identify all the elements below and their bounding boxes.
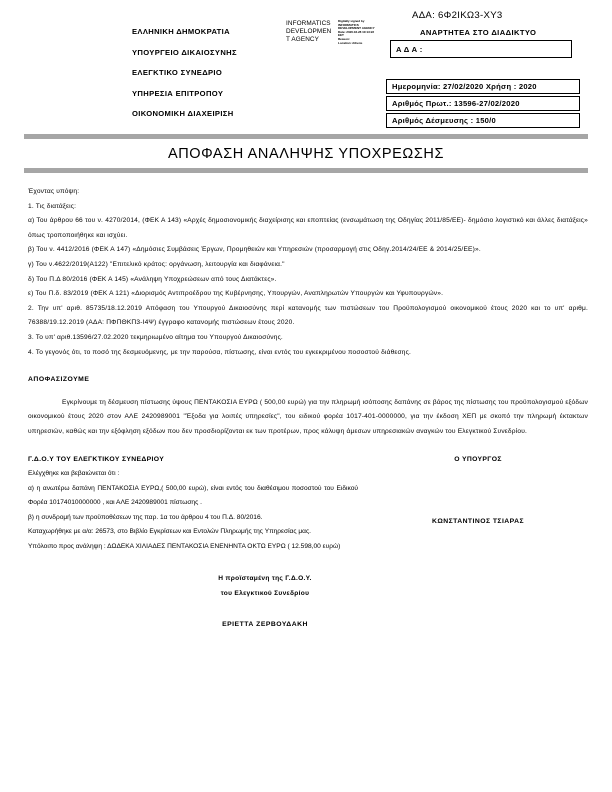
date-field-box: Ημερομηνία: 27/02/2020 Χρήση : 2020 — [386, 79, 580, 94]
item-1: 1. Τις διατάξεις: — [28, 202, 77, 210]
minister-title: Ο ΥΠΟΥΡΓΟΣ — [454, 455, 502, 463]
ada-code: ΑΔΑ: 6Φ2ΙΚΩ3-ΧΥ3 — [412, 10, 503, 21]
organization-line: ΕΛΛΗΝΙΚΗ ΔΗΜΟΚΡΑΤΙΑ — [132, 27, 230, 36]
ida-signature-details — [338, 20, 392, 45]
item-2: 2. Την υπ' αριθ. 85735/18.12.2019 Απόφαση του Υπουργού Δικαιοσύνης περί κατανομής των πιστώσεων του Προϋπολογισμού οικονομικού έτους 2020 και το υπ' αριθμ. 76388/19.12.2019 (ΑΔΑ: ΠΦΠΘΚΠ3-Ι4Ψ) έγγραφο κατανομής πιστώσεων έτους 2020. — [28, 304, 588, 327]
clause-a: α) Του άρθρου 66 του ν. 4270/2014, (ΦΕΚ Α 143) «Αρχές δημοσιονομικής διαχείρισης και εποπτείας (ενσωμάτωση της Οδηγίας 2011/85/ΕΕ)- δημόσιο λογιστικό και άλλες διατάξεις» όπως τροποποιήθηκε και ισχύει. — [28, 217, 588, 239]
document-header — [0, 0, 612, 130]
ida-signature-line: DEVELOPMENT AGENCY — [338, 27, 375, 31]
organization-line: ΥΠΟΥΡΓΕΙΟ ΔΙΚΑΙΟΣΥΝΗΣ — [132, 47, 237, 57]
ida-agency-title — [286, 20, 338, 45]
ida-signature-line: Date: 2020.02.28 10:13:22 — [338, 30, 375, 34]
decision-paragraph: Εγκρίνουμε τη δέσμευση πίστωσης ύψους ΠΕΝΤΑΚΟΣΙΑ ΕΥΡΩ ( 500,00 ευρώ) για την πληρωμή ισόποσης δαπάνης σε βάρος της πίστωσης του προϋπολογισμού εξόδων οικονομικού έτους 2020 στον ΑΛΕ 2420989001 "Έξοδα για λοιπές υπηρεσίες", του ειδικού φορέα 1017-401-0000000, για την έκδοση ΧΕΠ με σκοπό την πληρωμή έκτακτων υπηρεσιών, καθώς και την εξόφληση εξόδων που δεν προσδιορίζονται εκ των προτέρων, προς κάλυψη άμεσων υπηρεσιακών αναγκών του Ελεγκτικού Συνεδρίου. — [28, 398, 588, 435]
organization-line: ΟΙΚΟΝΟΜΙΚΗ ΔΙΑΧΕΙΡΙΣΗ — [132, 109, 234, 118]
clause-b: β) Του ν. 4412/2016 (ΦΕΚ Α 147) «Δημόσιες Συμβάσεις Έργων, Προμηθειών και Υπηρεσιών (προσαρμογή στις Οδηγ.2014/24/ΕΕ & 2014/25/ΕΕ)». — [28, 246, 481, 254]
minister-column — [358, 453, 588, 555]
gdoy-column — [28, 453, 358, 555]
minister-name: ΚΩΝΣΤΑΝΤΙΝΟΣ ΤΣΙΑΡΑΣ — [431, 518, 525, 526]
registration-line: Καταχωρήθηκε με α/α: 26573, στο Βιβλίο Εγκρίσεων και Εντολών Πληρωμής της Υπηρεσίας μας. — [28, 528, 311, 536]
organization-block — [132, 22, 292, 125]
ida-title-line: DEVELOPMEN — [286, 28, 332, 36]
checked-line: Ελέγχθηκε και βεβαιώνεται ότι : — [28, 470, 120, 478]
item-4: 4. Το γεγονός ότι, το ποσό της δεσμευόμενης, με την παρούσα, πίστωσης, είναι εντός του εγκεκριμένου ποσοστού διάθεσης. — [28, 348, 411, 356]
ada-field-box: Α Δ Α : — [390, 40, 572, 58]
gdoy-heading: Γ.Δ.Ο.Υ ΤΟΥ ΕΛΕΓΚΤΙΚΟΥ ΣΥΝΕΔΡΙΟΥ — [28, 455, 165, 463]
signature-block — [150, 571, 380, 632]
signer-role-line-1: Η προϊσταμένη της Γ.Δ.Ο.Υ. — [218, 574, 312, 582]
footer-columns — [0, 453, 612, 555]
check-item-a: α) η ανωτέρω δαπάνη ΠΕΝΤΑΚΟΣΙΑ ΕΥΡΩ,( 500,00 ευρώ), είναι εντός του διαθέσιμου ποσοστού του Ειδικού Φορέα 10174010000000 , και ΑΛΕ 2420989001 πίστωσης . — [28, 484, 358, 507]
ida-signature-line: EET — [338, 34, 344, 38]
anartitea-label: ΑΝΑΡΤΗΤΕΑ ΣΤΟ ΔΙΑΔΙΚΤΥΟ — [420, 28, 537, 37]
signer-name: ΕΡΙΕΤΤΑ ΖΕΡΒΟΥΔΑΚΗ — [222, 620, 308, 628]
clause-c: γ) Του ν.4622/2019(Α122) "Επιτελικό κράτος: οργάνωση, λειτουργία και διαφάνεια." — [28, 260, 285, 268]
ida-signature-line: Digitally signed by — [338, 20, 365, 23]
signer-role-line-2: του Ελεγκτικού Συνεδρίου — [220, 589, 310, 597]
intro-line: Έχοντας υπόψη: — [28, 188, 80, 195]
digital-signature-stamp — [286, 20, 394, 45]
ida-title-line: T AGENCY — [286, 36, 319, 44]
protocol-field-box: Αριθμός Πρωτ.: 13596-27/02/2020 — [386, 96, 580, 111]
document-body — [0, 173, 612, 453]
ida-signature-line: Location: Athens — [338, 41, 363, 45]
clause-d: δ) Του Π.Δ 80/2016 (ΦΕΚ Α 145) «Ανάληψη Υποχρεώσεων από τους Διατάκτες». — [28, 275, 277, 283]
commitment-field-box: Αριθμός Δέσμευσης : 150/0 — [386, 113, 580, 128]
decide-heading: ΑΠΟΦΑΣΙΖΟΥΜΕ — [28, 376, 90, 384]
ida-signature-line: Reason: — [338, 37, 350, 41]
item-3: 3. Το υπ' αριθ.13596/27.02.2020 τεκμηριωμένο αίτημα του Υπουργού Δικαιοσύνης. — [28, 333, 283, 341]
ida-title-line: INFORMATICS — [286, 20, 331, 27]
organization-line: ΥΠΗΡΕΣΙΑ ΕΠΙΤΡΟΠΟΥ — [132, 88, 224, 98]
organization-line: ΕΛΕΓΚΤΙΚΟ ΣΥΝΕΔΡΙΟ — [132, 68, 223, 77]
remaining-balance-line: Υπόλοιπο προς ανάληψη : ΔΩΔΕΚΑ ΧΙΛΙΑΔΕΣ ΠΕΝΤΑΚΟΣΙΑ ΕΝΕΝΗΝΤΑ ΟΚΤΩ ΕΥΡΩ ( 12.598,00 ευρώ) — [28, 543, 341, 551]
ida-signature-line: INFORMATICS — [338, 23, 359, 27]
page-title: ΑΠΟΦΑΣΗ ΑΝΑΛΗΨΗΣ ΥΠΟΧΡΕΩΣΗΣ — [167, 146, 445, 162]
clause-e: ε) Του Π.δ. 83/2019 (ΦΕΚ Α 121) «Διορισμός Αντιπροέδρου της Κυβέρνησης, Υπουργών, Αναπληρωτών Υπουργών και Υφυπουργών». — [28, 290, 444, 298]
check-item-b: β) η συνδρομή των προϋποθέσεων της παρ. 1α του άρθρου 4 του Π.Δ. 80/2016. — [28, 513, 263, 521]
